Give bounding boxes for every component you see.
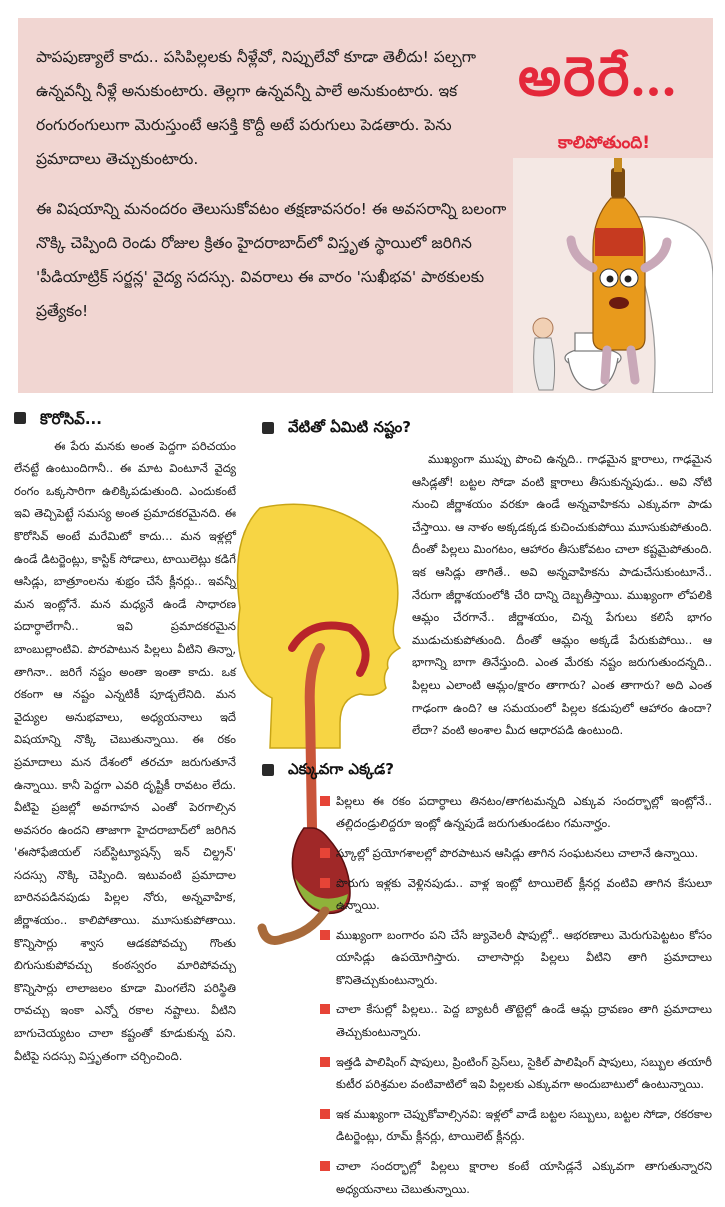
- list-item: ఇక ముఖ్యంగా చెప్పుకోవాల్సినవి: ఇళ్లలో వాడే బట్టల సబ్బులు, బట్టల సోడా, రకరకాల డిటర్జెంట్లు, రూమ్ క్లీనర్లు, టాయిలెట్ క్లీనర్లు.: [320, 1103, 712, 1148]
- list-item: చాలా కేసుల్లో పిల్లలు.. పెద్ద బ్యాటరీ తొట్టెల్లో ఉండే ఆమ్ల ద్రావణం తాగి ప్రమాదాలు తెచ్చుకుంటున్నారు.: [320, 998, 712, 1043]
- right-heading-damage: వేటితో ఏమిటి నష్టం?: [262, 418, 712, 440]
- hero-paragraph-1: పాపపుణ్యాలే కాదు.. పసిపిల్లలకు నీళ్లేవో, నిప్పులేవో కూడా తెలీదు! పల్చగా ఉన్నవన్నీ నీళ్లే అనుకుంటారు. తెల్లగా ఉన్నవన్నీ పాలే అనుకుంటారు. ఇక రంగురంగులుగా మెరుస్తుంటే ఆసక్తి కొద్దీ అటే పరుగులు పెడతారు. పెను ప్రమాదాలు తెచ్చుకుంటారు.: [36, 48, 477, 168]
- left-heading: కొరోసివ్...: [14, 408, 236, 431]
- subheadline: కాలిపోతుంది!: [558, 133, 650, 153]
- list-item: ముఖ్యంగా బంగారం పని చేసే జ్యువెలరీ షాపుల్లో.. ఆభరణాలు మెరుగుపెట్టటం కోసం యాసిడ్లు ఉపయోగిస్తారు. చాలాసార్లు పిల్లలు వీటిని తాగి ప్రమాదాలు కొనితెచ్చుకుంటున్నారు.: [320, 924, 712, 992]
- list-item: పొరుగు ఇళ్లకు వెళ్లినపుడు.. వాళ్ల ఇంట్లో టాయిలెట్ క్లీనర్ల వంటివి తాగిన కేసులూ ఉన్నాయి.: [320, 872, 712, 917]
- hero-paragraph-2: ఈ విషయాన్ని మనందరం తెలుసుకోవటం తక్షణావసరం! ఈ అవసరాన్ని బలంగా నొక్కి చెప్పింది రెండు రోజుల క్రితం హైదరాబాద్‌లో విస్తృత స్థాయిలో జరిగిన 'పీడియాట్రిక్ సర్జన్ల' వైద్య సదస్సు. వివరాలు ఈ వారం 'సుఖీభవ' పాఠకులకు ప్రత్యేకం!: [36, 200, 507, 320]
- hero-panel: [18, 18, 713, 393]
- hero-intro: [36, 40, 516, 344]
- list-item: పిల్లలు ఈ రకం పదార్ధాలు తినటం/తాగటమన్నది ఎక్కువ సందర్భాల్లో ఇంట్లోనే.. తల్లిదండ్రులిద్దరూ ఇంట్లో ఉన్నపుడే జరుగుతుండటం గమనార్హం.: [320, 790, 712, 835]
- where-list: [262, 790, 712, 1201]
- right-column: [262, 418, 712, 1207]
- list-item: స్కూల్లో ప్రయోగశాలల్లో పొరపాటున ఆసిడ్లు తాగిన సంఘటనలు చాలానే ఉన్నాయి.: [320, 842, 712, 865]
- left-body: ఈ పేరు మనకు అంత పెద్దగా పరిచయం లేనట్టే ఉంటుందిగానీ.. ఈ మాట వింటూనే వైద్య రంగం ఒక్కసారిగా ఉలిక్కిపడుతుంది. ఎందుకంటే ఇవి తెచ్చిపెట్టే సమస్య అంత ప్రమాదకరమైనది. ఈ కొరోసివ్ అంటే మరేమిటో కాదు... మన ఇళ్లల్లో ఉండే డిటర్జెంట్లు, కాస్టిక్ సోడాలు, టాయిలెట్లు కడిగే ఆసిడ్లు, బాత్రూంలను శుభ్రం చేసే క్లీనర్లు.. ఇవన్నీ మన ఇంట్లోనే. మన మధ్యనే ఉండే సాధారణ పదార్ధాలేగానీ.. ఇవి ప్రమాదకరమైన బాంబుల్లాంటివి. పొరపాటున పిల్లలు వీటిని తిన్నా, తాగినా.. జరిగే నష్టం అంతా ఇంతా కాదు. ఒక రకంగా ఆ నష్టం ఎన్నటికీ పూడ్చలేనిది. మన వైద్యుల అనుభవాలు, అధ్యయనాలు ఇదే విషయాన్ని నొక్కి చెబుతున్నాయి. ఈ రకం ప్రమాదాలు మన దేశంలో తరచూ జరుగుతూనే ఉన్నాయి. కానీ పెద్దగా ఎవరి దృష్టికీ రావటం లేదు. వీటిపై ప్రజల్లో అవగాహన ఎంతో పెరగాల్సిన అవసరం ఉందని తాజాగా హైదరాబాద్‌లో జరిగిన 'ఈసోఫేజియల్ సబ్‌స్టిట్యూషన్స్ ఇన్ చిల్డ్రన్' సదస్సు నొక్కి చెప్పింది. ఇటువంటి ప్రమాదాల బారినపడినపుడు పిల్లల నోరు, అన్నవాహిక, జీర్ణాశయం.. కాలిపోతాయి. మూసుకుపోతాయి. కొన్నిసార్లు శ్వాస ఆడకపోవచ్చు గొంతు బిగుసుకుపోవచ్చు కంఠస్వరం మారిపోవచ్చు కొన్నిసార్లు లాలాజలం కూడా మింగలేని పరిస్థితి రావచ్చు ఇంకా ఎన్నో రకాల నష్టాలు. వీటిని బాగుచెయ్యటం చాలా కష్టంతో కూడుకున్న పని. వీటిపై సదస్సు విస్తృతంగా చర్చించింది.: [14, 438, 236, 1063]
- list-item: చాలా సందర్భాల్లో పిల్లలు క్షారాల కంటే యాసిడ్లనే ఎక్కువగా తాగుతున్నారని అధ్యయనాలు చెబుతున్నాయి.: [320, 1155, 712, 1200]
- right-paragraph-damage: ముఖ్యంగా ముప్పు పొంచి ఉన్నది.. గాఢమైన క్షారాలు, గాఢమైన ఆసిడ్లతో! బట్టల సోడా వంటి క్షారాలు తీసుకున్నపుడు.. అవి నోటి నుంచి జీర్ణాశయం వరకూ ఉండే అన్నవాహికను ఎక్కువగా పాడు చేస్తాయి. ఆ నాళం అక్కడక్కడ కుచించుకుపోయి మూసుకుపోతుంది. దీంతో పిల్లలు మింగటం, ఆహారం తీసుకోవటం చాలా కష్టమైపోతుంది. ఇక ఆసిడ్లు తాగితే.. అవి అన్నవాహికను పాడుచేసుకుంటూనే.. నేరుగా జీర్ణాశయంలోకి చేరి దాన్ని దెబ్బతీస్తాయి. ముఖ్యంగా లోపలికి ఆమ్లం చేరగానే.. జీర్ణాశయం, చిన్న పేగులు కలిసే భాగం ముడుచుకుపోతుంది. దీంతో ఆమ్లం అక్కడే పేరుకుపోయి.. ఆ భాగాన్ని బాగా తినేస్తుంది. ఎంత మేరకు నష్టం జరుగుతుందన్నది.. పిల్లలు ఎలాంటి ఆమ్లం/క్షారం తాగారు? ఎంత తాగారు? అది ఎంత గాఢంగా ఉంది? ఆ సమయంలో పిల్లల కడుపులో ఆహారం ఉందా? లేదా? వంటి అంశాల మీద ఆధారపడి ఉంటుంది.: [412, 452, 712, 738]
- list-item: ఇత్తడి పాలిషింగ్ షాపులు, ప్రింటింగ్ ప్రెస్‌లు, సైకిల్ పాలిషింగ్ షాపులు, సబ్బుల తయారీ కుటీర పరిశ్రమల వంటివాటిలో ఇవి పిల్లలకు ఎక్కువగా అందుబాటులో ఉంటున్నాయి.: [320, 1051, 712, 1096]
- right-heading-where: ఎక్కువగా ఎక్కడ?: [262, 760, 712, 782]
- bottle-toilet-illustration: [513, 158, 713, 393]
- headline: అరెరే...: [518, 47, 678, 107]
